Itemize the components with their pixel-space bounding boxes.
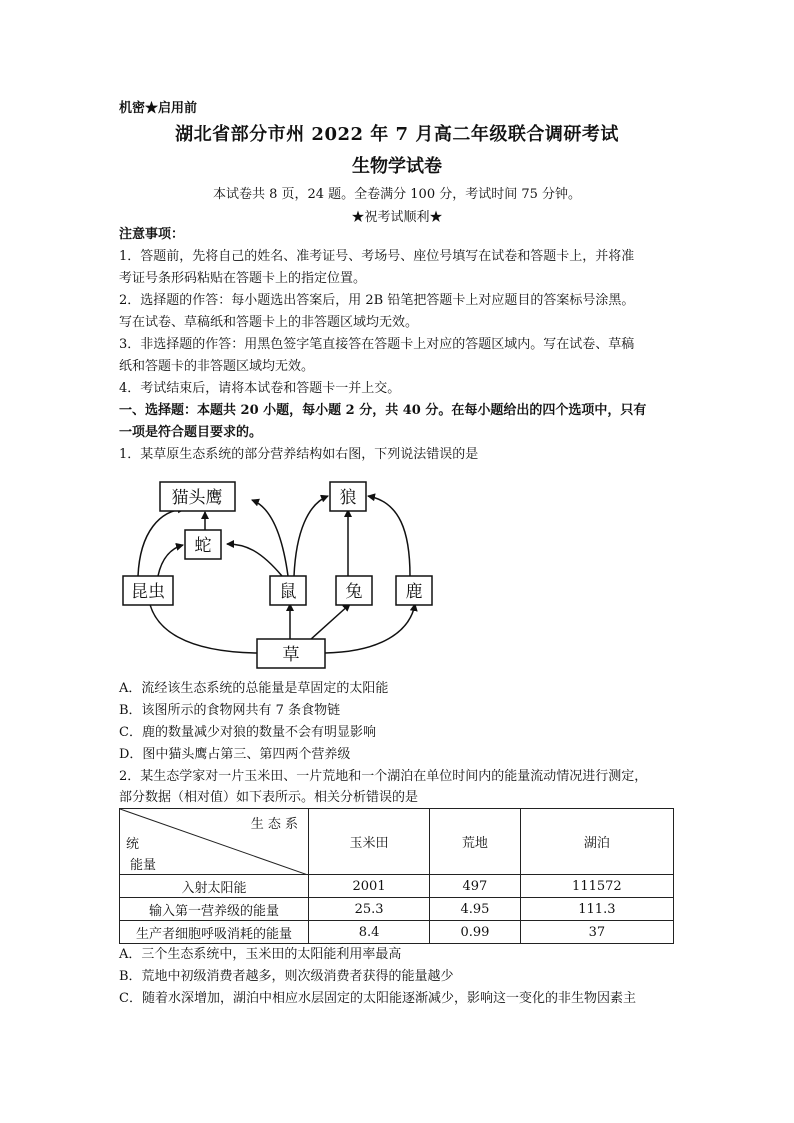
node-grass: 草 xyxy=(282,645,300,665)
q2-stem: 2．某生态学家对一片玉米田、一片荒地和一个湖泊在单位时间内的能量流动情况进行测定， xyxy=(119,769,648,784)
q1-option-a: A．流经该生态系统的总能量是草固定的太阳能 xyxy=(119,681,389,696)
notes-heading: 注意事项： xyxy=(119,227,185,242)
note-line: 3．非选择题的作答：用黑色签字笔直接答在答题卡上对应的答题区域内。写在试卷、草稿 xyxy=(119,337,635,352)
table-cell: 111.3 xyxy=(520,898,673,921)
q1-option-d: D．图中猫头鹰占第三、第四两个营养级 xyxy=(119,747,351,762)
exam-title: 湖北省部分市州 2022 年 7 月高二年级联合调研考试 xyxy=(175,124,619,145)
note-line: 2．选择题的作答：每小题选出答案后，用 2B 铅笔把答题卡上对应题目的答案标号涂黑。 xyxy=(119,293,635,308)
q2-option-c: C．随着水深增加，湖泊中相应水层固定的太阳能逐渐减少，影响这一变化的非生物因素主 xyxy=(119,991,636,1006)
section-heading-cont: 一项是符合题目要求的。 xyxy=(119,425,263,440)
table-cell: 111572 xyxy=(520,875,673,898)
table-cell: 8.4 xyxy=(309,921,430,944)
node-deer: 鹿 xyxy=(405,582,423,602)
row-label: 入射太阳能 xyxy=(120,875,309,898)
section-heading: 一、选择题：本题共 20 小题，每小题 2 分，共 40 分。在每小题给出的四个选项中，只有 xyxy=(119,403,647,418)
exam-info: 本试卷共 8 页，24 题。全卷满分 100 分，考试时间 75 分钟。 xyxy=(212,187,582,202)
table-cell: 4.95 xyxy=(430,898,521,921)
row-label: 输入第一营养级的能量 xyxy=(120,898,309,921)
food-web-diagram xyxy=(110,472,450,674)
node-owl: 猫头鹰 xyxy=(171,488,223,508)
table-row xyxy=(120,921,674,944)
row-label: 生产者细胞呼吸消耗的能量 xyxy=(120,921,309,944)
table-row xyxy=(120,875,674,898)
q2-option-b: B．荒地中初级消费者越多，则次级消费者获得的能量越少 xyxy=(119,969,454,984)
column-header: 荒地 xyxy=(430,809,521,875)
table-cell: 2001 xyxy=(309,875,430,898)
table-cell: 497 xyxy=(430,875,521,898)
corner-label-mid: 统 xyxy=(126,837,140,852)
table-cell: 0.99 xyxy=(430,921,521,944)
q1-option-c: C．鹿的数量减少对狼的数量不会有明显影响 xyxy=(119,725,376,740)
column-header: 湖泊 xyxy=(520,809,673,875)
table-cell: 37 xyxy=(520,921,673,944)
node-insect: 昆虫 xyxy=(131,582,165,602)
node-rabbit: 兔 xyxy=(345,582,363,602)
note-line: 纸和答题卡的非答题区域均无效。 xyxy=(119,359,315,374)
table-header-row xyxy=(120,809,674,875)
node-mouse: 鼠 xyxy=(279,582,297,602)
secret-label: 机密★启用前 xyxy=(119,101,198,116)
corner-label-bottom: 能量 xyxy=(130,858,157,873)
note-line: 考证号条形码粘贴在答题卡上的指定位置。 xyxy=(119,271,367,286)
node-wolf: 狼 xyxy=(339,488,357,508)
note-line: 写在试卷、草稿纸和答题卡上的非答题区域均无效。 xyxy=(119,315,419,330)
good-luck-text: ★祝考试顺利★ xyxy=(351,210,443,225)
q2-option-a: A．三个生态系统中，玉米田的太阳能利用率最高 xyxy=(119,947,402,962)
energy-table xyxy=(119,808,674,944)
table-cell: 25.3 xyxy=(309,898,430,921)
exam-subtitle: 生物学试卷 xyxy=(352,156,442,177)
table-corner-cell xyxy=(120,809,309,875)
q1-stem: 1．某草原生态系统的部分营养结构如右图，下列说法错误的是 xyxy=(119,447,479,462)
node-snake: 蛇 xyxy=(194,536,212,556)
note-line: 4．考试结束后，请将本试卷和答题卡一并上交。 xyxy=(119,381,401,396)
table-row xyxy=(120,898,674,921)
note-line: 1．答题前，先将自己的姓名、准考证号、考场号、座位号填写在试卷和答题卡上，并将准 xyxy=(119,249,635,264)
q2-stem-cont: 部分数据（相对值）如下表所示。相关分析错误的是 xyxy=(119,790,419,805)
corner-label-top: 生 态 系 xyxy=(250,817,298,832)
column-header: 玉米田 xyxy=(309,809,430,875)
q1-option-b: B．该图所示的食物网共有 7 条食物链 xyxy=(119,703,341,718)
